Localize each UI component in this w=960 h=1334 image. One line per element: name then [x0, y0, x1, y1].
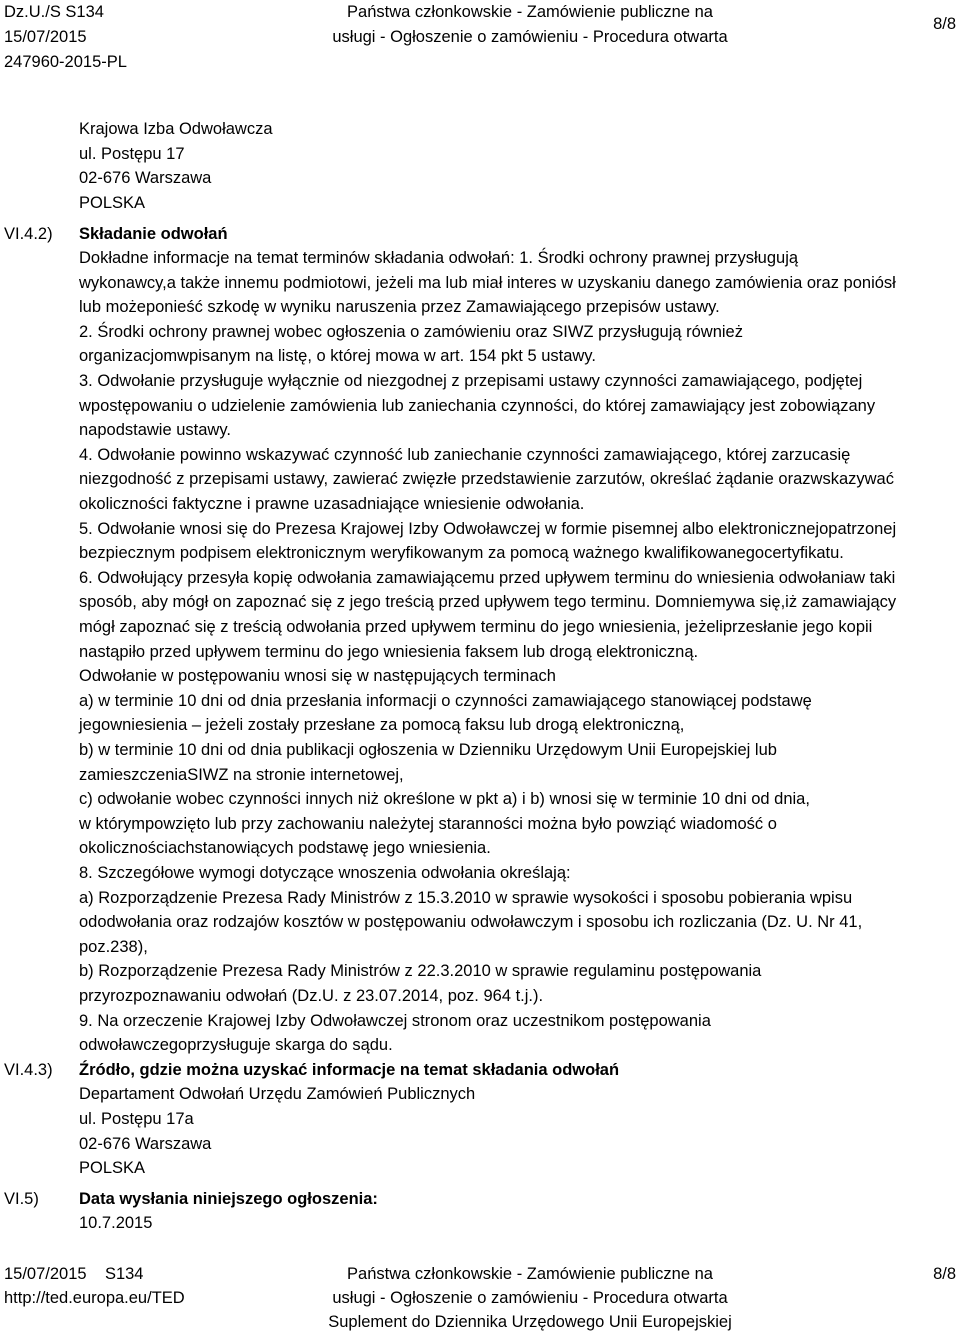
address-line: POLSKA	[79, 1159, 146, 1178]
paragraph-line: c) odwołanie wobec czynności innych niż określone w pkt a) i b) wnosi się w terminie 10 dni od dnia,	[79, 790, 810, 809]
paragraph-line: 6. Odwołujący przesyła kopię odwołania zamawiającemu przed upływem terminu do wniesienia odwołaniaw taki	[79, 568, 896, 587]
paragraph-line: jegowniesienia – jeżeli zostały przesłane za pomocą faksu lub drogą elektroniczną,	[79, 716, 685, 735]
footer-title-line2: usługi - Ogłoszenie o zamówieniu - Procedura otwarta	[332, 1289, 728, 1307]
paragraph-line: a) w terminie 10 dni od dnia przesłania informacji o czynności zamawiającego stanowiącej podstawę	[79, 691, 812, 710]
address-line: POLSKA	[79, 193, 146, 212]
paragraph-line: a) Rozporządzenie Prezesa Rady Ministrów z 15.3.2010 w sprawie wysokości i sposobu pobierania wpisu	[79, 888, 853, 907]
paragraph-line: wpostępowaniu o udzielenie zamówienia lub zaniechania czynności, do której zamawiający jest zobowiązany	[79, 396, 876, 415]
section-number-vi-4-2: VI.4.2)	[4, 225, 53, 243]
paragraph-line: 2. Środki ochrony prawnej wobec ogłoszenia o zamówieniu oraz SIWZ przysługują również	[79, 322, 743, 341]
paragraph-line: nastąpiło przed upływem terminu do jego wniesienia faksem lub drogą elektroniczną.	[79, 642, 699, 661]
footer-center	[0, 1262, 960, 1334]
address-line: 02-676 Warszawa	[79, 169, 212, 188]
address-line: ul. Postępu 17	[79, 144, 185, 163]
footer-supplement: Suplement do Dziennika Urzędowego Unii Europejskiej	[328, 1313, 732, 1331]
address-line: ul. Postępu 17a	[79, 1110, 194, 1128]
section-title-dispatch-date: Data wysłania niniejszego ogłoszenia:	[79, 1189, 378, 1208]
address-line: Krajowa Izba Odwoławcza	[79, 120, 273, 138]
header-page-number: 8/8	[933, 15, 956, 33]
header-notice-id: 247960-2015-PL	[4, 53, 127, 71]
dispatch-date: 10.7.2015	[79, 1214, 153, 1233]
section-number-vi-5: VI.5)	[4, 1189, 39, 1208]
paragraph-line: okoliczności faktyczne i prawne uzasadniające wniesienie odwołania.	[79, 495, 585, 513]
paragraph-line: niezgodność z przepisami ustawy, zawierać zwięzłe przedstawienie zarzutów, określać żądanie orazwskazywać	[79, 470, 894, 489]
header-date: 15/07/2015	[4, 28, 87, 46]
paragraph-line: 3. Odwołanie przysługuje wyłącznie od niezgodnej z przepisami ustawy czynności zamawiającego, podjętej	[79, 372, 863, 390]
footer-page-number: 8/8	[933, 1265, 956, 1283]
paragraph-line: b) w terminie 10 dni od dnia publikacji ogłoszenia w Dzienniku Urzędowym Unii Europejskiej lub	[79, 741, 777, 759]
paragraph-line: organizacjomwpisanym na listę, o której mowa w art. 154 pkt 5 ustawy.	[79, 347, 596, 366]
paragraph-line: poz.238),	[79, 937, 148, 956]
paragraph-line: mógł zapoznać się z treścią odwołania przed upływem terminu do jego wniesienia, jeżeliprzesłanie jego kopii	[79, 618, 873, 636]
header-journal-ref: Dz.U./S S134	[4, 3, 104, 21]
paragraph-line: Odwołanie w postępowaniu wnosi się w następujących terminach	[79, 667, 556, 686]
paragraph-line: sposób, aby mógł on zapoznać się z jego treścią przed upływem tego terminu. Domniemywa się,iż zamawiający	[79, 593, 897, 612]
header-center	[0, 0, 960, 50]
paragraph-line: zamieszczeniaSIWZ na stronie internetowej,	[79, 765, 404, 784]
paragraph-line: 5. Odwołanie wnosi się do Prezesa Krajowej Izby Odwoławczej w formie pisemnej albo elektronicznejopatrzonej	[79, 519, 897, 538]
paragraph-line: Dokładne informacje na temat terminów składania odwołań: 1. Środki ochrony prawnej przysługują	[79, 249, 799, 267]
section-number-vi-4-3: VI.4.3)	[4, 1060, 53, 1079]
header-title-line1: Państwa członkowskie - Zamówienie publiczne na	[347, 3, 713, 21]
section-title-appeal-info-source: Źródło, gdzie można uzyskać informacje na temat składania odwołań	[79, 1060, 620, 1079]
paragraph-line: odwoławczegoprzysługuje skarga do sądu.	[79, 1036, 393, 1055]
paragraph-line: w którympowzięto lub przy zachowaniu należytej staranności można było powziąć wiadomość o	[79, 814, 777, 833]
paragraph-line: b) Rozporządzenie Prezesa Rady Ministrów z 22.3.2010 w sprawie regulaminu postępowania	[79, 962, 762, 981]
paragraph-line: bezpiecznym podpisem elektronicznym weryfikowanym za pomocą ważnego kwalifikowanegocertyfikatu.	[79, 544, 844, 563]
footer-title-line1: Państwa członkowskie - Zamówienie publiczne na	[347, 1265, 713, 1283]
section-title-appeals: Składanie odwołań	[79, 225, 228, 243]
paragraph-line: 9. Na orzeczenie Krajowej Izby Odwoławczej stronom oraz uczestnikom postępowania	[79, 1011, 711, 1030]
paragraph-line: 8. Szczegółowe wymogi dotyczące wnoszenia odwołania określają:	[79, 864, 571, 882]
header-title-line2: usługi - Ogłoszenie o zamówieniu - Procedura otwarta	[332, 28, 728, 46]
paragraph-line: ododwołania oraz rodzajów kosztów w postępowaniu odwoławczym i sposobu ich rozliczania (Dz. U. Nr 41,	[79, 913, 863, 932]
page-footer	[0, 1262, 960, 1334]
address-line: Departament Odwołań Urzędu Zamówień Publicznych	[79, 1085, 476, 1104]
paragraph-line: wykonawcy,a także innemu podmiotowi, jeżeli ma lub miał interes w uzyskaniu danego zamówienia oraz poniósł	[79, 273, 896, 292]
paragraph-line: 4. Odwołanie powinno wskazywać czynność lub zaniechanie czynności zamawiającego, której zarzucasię	[79, 445, 851, 464]
footer-url[interactable]: http://ted.europa.eu/TED	[4, 1289, 185, 1307]
paragraph-line: okolicznościachstanowiących podstawę jego wniesienia.	[79, 839, 491, 858]
paragraph-line: lub możeponieść szkodę w wyniku naruszenia przez Zamawiającego przepisów ustawy.	[79, 298, 720, 317]
footer-date: 15/07/2015	[4, 1265, 87, 1283]
paragraph-line: przyrozpoznawaniu odwołań (Dz.U. z 23.07.2014, poz. 964 t.j.).	[79, 987, 544, 1005]
footer-code: S134	[104, 1265, 144, 1283]
address-line: 02-676 Warszawa	[79, 1134, 212, 1153]
page-header	[0, 0, 960, 71]
paragraph-line: napodstawie ustawy.	[79, 421, 231, 440]
